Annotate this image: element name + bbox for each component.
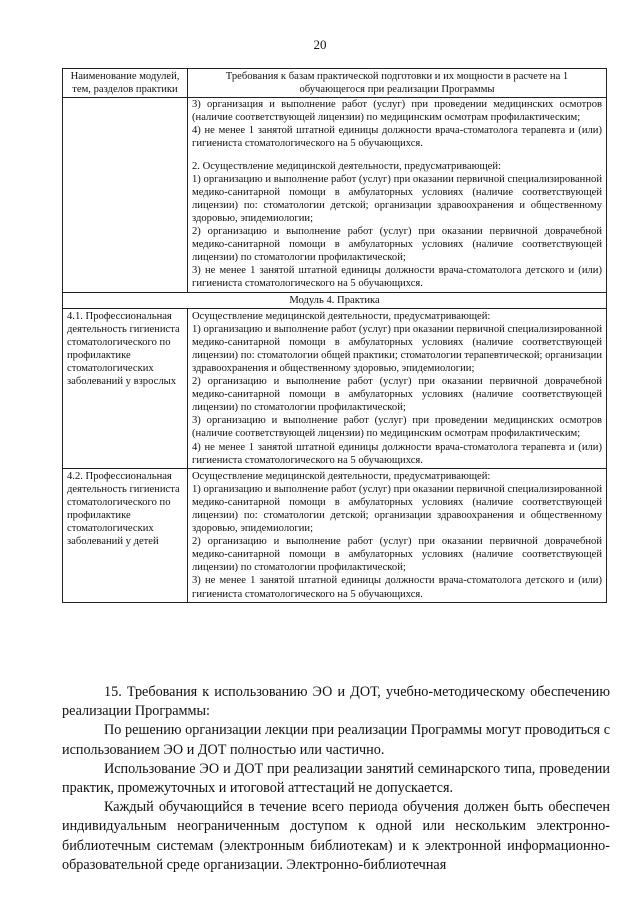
body-text — [62, 683, 610, 875]
requirement-line: 4) не менее 1 занятой штатной единицы должности врача-стоматолога терапевта и (или) гигиениста стоматологического на 5 обучающихся. — [192, 125, 602, 150]
paragraph: 15. Требования к использованию ЭО и ДОТ, учебно-методическому обеспечению реализации Программы: — [62, 684, 610, 720]
topic-cell: 4.2. Профессиональная деятельность гигиениста стоматологического по профилактике стоматологических заболеваний у детей — [63, 468, 188, 602]
requirement-line: 3) не менее 1 занятой штатной единицы должности врача-стоматолога детского и (или) гигиениста стоматологического на 5 обучающихся. — [192, 575, 602, 600]
requirement-line: 2. Осуществление медицинской деятельности, предусматривающей: — [192, 160, 501, 172]
requirements-cell — [188, 308, 607, 468]
requirement-line: 2) организацию и выполнение работ (услуг) при оказании первичной доврачебной медико-санитарной помощи в амбулаторных условиях (наличие соответствующей лицензии) по стоматологии профилактической; — [192, 226, 602, 264]
continuation-topic-cell — [63, 98, 188, 292]
paragraph: Использование ЭО и ДОТ при реализации занятий семинарского типа, проведении практик, промежуточных и итоговой аттестаций не допускается. — [62, 760, 610, 797]
requirement-line: 4) не менее 1 занятой штатной единицы должности врача-стоматолога терапевта и (или) гигиениста стоматологического на 5 обучающихся. — [192, 441, 602, 466]
requirement-line: 3) не менее 1 занятой штатной единицы должности врача-стоматолога детского и (или) гигиениста стоматологического на 5 обучающихся. — [192, 265, 602, 290]
topic-cell: 4.1. Профессиональная деятельность гигиениста стоматологического по профилактике стоматологических заболеваний у взрослых — [63, 308, 188, 468]
module-title: Модуль 4. Практика — [63, 292, 607, 308]
paragraph: Каждый обучающийся в течение всего периода обучения должен быть обеспечен индивидуальным неограниченным доступом к одной или нескольким электронно-библиотечным системам (электронным библиотекам) и к электронной информационно-образовательной среде организации. Электронно-библиотечная — [62, 799, 610, 873]
requirement-line: Осуществление медицинской деятельности, предусматривающей: — [192, 310, 491, 322]
module-title-row — [63, 292, 607, 308]
header-col-topics: Наименование модулей, тем, разделов практики — [63, 69, 188, 98]
requirements-cell — [188, 468, 607, 602]
requirements-table — [62, 68, 607, 603]
continuation-requirements-cell — [188, 98, 607, 292]
table-header-row — [63, 69, 607, 98]
requirement-line: 1) организацию и выполнение работ (услуг) при оказании первичной специализированной медико-санитарной помощи в амбулаторных условиях (наличие соответствующей лицензии) по: стоматологии общей практики; стоматологии терапевтической; организации здравоохранения и общественному здоровью, эпидемиологии; — [192, 323, 602, 374]
requirement-line: Осуществление медицинской деятельности, предусматривающей: — [192, 470, 491, 482]
requirement-line: 1) организацию и выполнение работ (услуг) при оказании первичной специализированной медико-санитарной помощи в амбулаторных условиях (наличие соответствующей лицензии) по: стоматологии детской; организации здравоохранения и общественному здоровью, эпидемиологии; — [192, 483, 602, 535]
page-number: 20 — [313, 37, 327, 52]
requirement-line: 3) организация и выполнение работ (услуг) при проведении медицинских осмотров (наличие соответствующей лицензии) по медицинским осмотрам профилактическим; — [192, 99, 602, 124]
header-col-requirements: Требования к базам практической подготовки и их мощности в расчете на 1 обучающегося при реализации Программы — [188, 69, 607, 98]
table-row — [63, 308, 607, 468]
table-row — [63, 468, 607, 602]
continuation-row — [63, 98, 607, 292]
paragraph: По решению организации лекции при реализации Программы могут проводиться с использованием ЭО и ДОТ полностью или частично. — [62, 722, 610, 758]
requirement-line: 2) организацию и выполнение работ (услуг) при оказании первичной доврачебной медико-санитарной помощи в амбулаторных условиях (наличие соответствующей лицензии) по стоматологии профилактической; — [192, 536, 602, 574]
requirement-line: 1) организацию и выполнение работ (услуг) при оказании первичной специализированной медико-санитарной помощи в амбулаторных условиях (наличие соответствующей лицензии) по: стоматологии детской; организации здравоохранения и общественному здоровью, эпидемиологии; — [192, 173, 602, 224]
requirement-line: 2) организацию и выполнение работ (услуг) при оказании первичной доврачебной медико-санитарной помощи в амбулаторных условиях (наличие соответствующей лицензии) по стоматологии профилактической; — [192, 376, 602, 414]
requirement-line: 3) организацию и выполнение работ (услуг) при проведении медицинских осмотров (наличие соответствующей лицензии) по медицинским осмотрам профилактическим; — [192, 415, 602, 440]
